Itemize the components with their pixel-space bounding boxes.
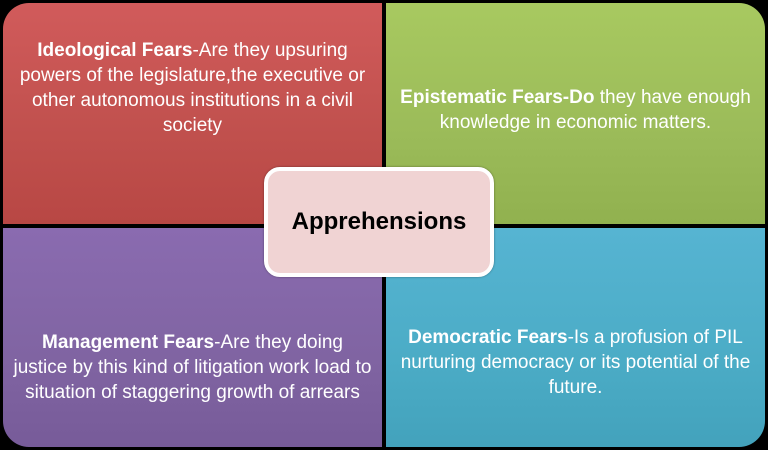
- ideological-fears-text: [13, 38, 372, 138]
- apprehensions-center-box: [264, 167, 494, 277]
- management-fears-text: [13, 330, 372, 405]
- management-fears-heading: Management Fears: [42, 332, 215, 353]
- epistematic-fears-heading: Epistematic Fears-: [400, 86, 570, 108]
- democratic-fears-text: [396, 325, 755, 400]
- epistematic-fears-heading-tail: Do: [569, 86, 595, 108]
- democratic-fears-heading: Democratic Fears: [408, 327, 568, 348]
- epistematic-fears-text: [398, 85, 753, 135]
- democratic-fears-description: -Is a profusion of PIL nurturing democracy or its potential of the future.: [400, 327, 751, 398]
- apprehensions-title: Apprehensions: [291, 208, 467, 235]
- ideological-fears-description: -Are they upsuring powers of the legislature,the executive or other autonomous institutions in a civil society: [19, 39, 366, 136]
- epistematic-fears-description: they have enough knowledge in economic matters.: [439, 86, 751, 133]
- management-fears-description: -Are they doing justice by this kind of litigation work load to situation of staggering growth of arrears: [13, 332, 372, 403]
- ideological-fears-heading: Ideological Fears: [37, 39, 193, 61]
